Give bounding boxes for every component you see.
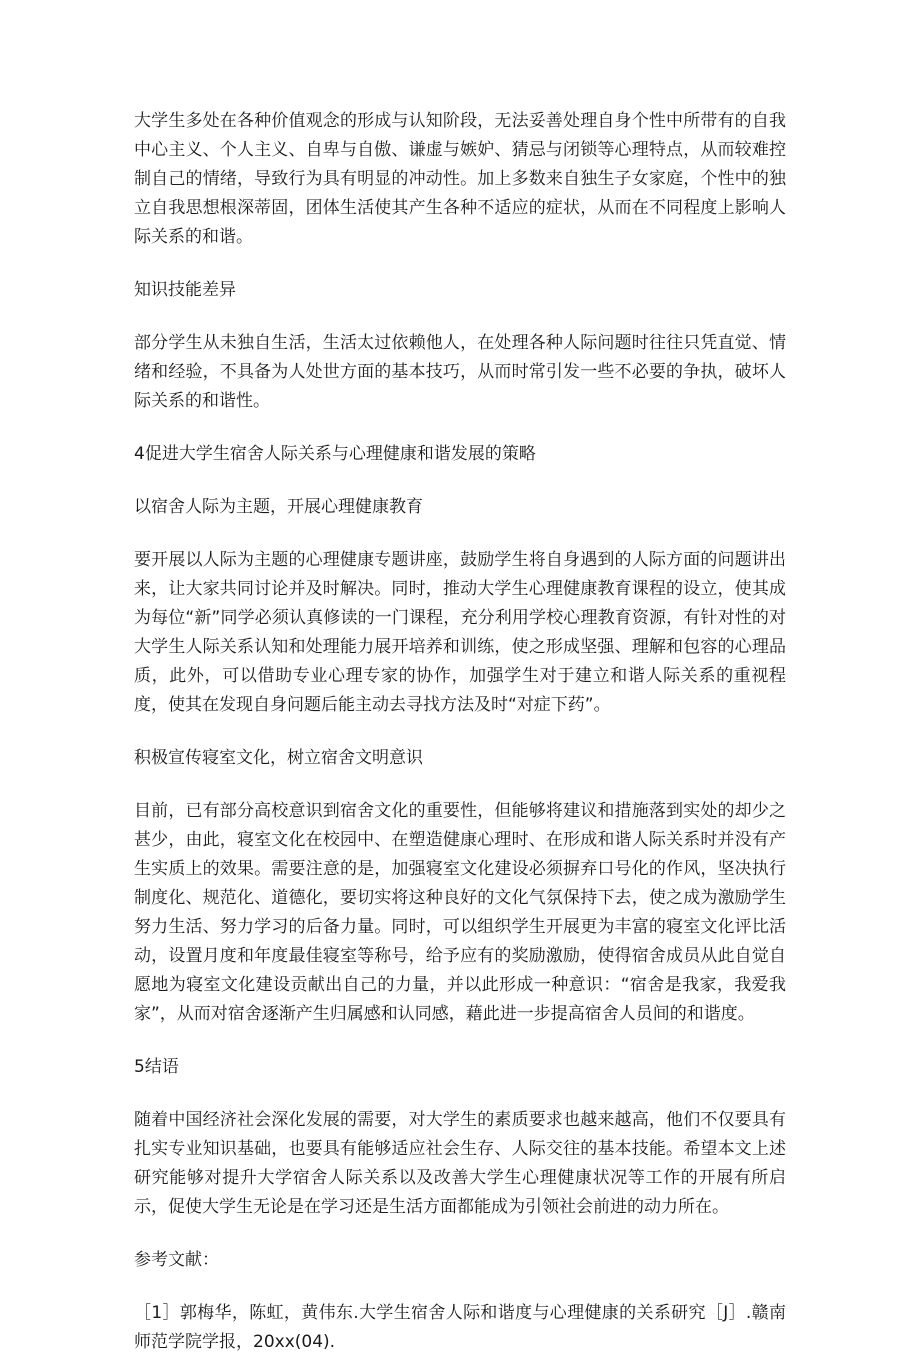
references-heading: 参考文献： — [134, 1250, 219, 1270]
section-heading-knowledge-skills: 知识技能差异 — [134, 280, 236, 300]
section-heading-conclusion: 5结语 — [134, 1057, 179, 1077]
section-heading-strategies: 4促进大学生宿舍人际关系与心理健康和谐发展的策略 — [134, 444, 536, 464]
subheading-mental-health-education: 以宿舍人际为主题，开展心理健康教育 — [134, 497, 423, 517]
reference-item: ［1］郭梅华，陈虹，黄伟东.大学生宿舍人际和谐度与心理健康的关系研究［J］.赣南师范学院学报，20xx(04). — [134, 1303, 786, 1352]
paragraph-conclusion: 随着中国经济社会深化发展的需要，对大学生的素质要求也越来越高，他们不仅要具有扎实专业知识基础，也要具有能够适应社会生存、人际交往的基本技能。希望本文上述研究能够对提升大学宿舍人际关系以及改善大学生心理健康状况等工作的开展有所启示，促使大学生无论是在学习还是生活方面都能成为引领社会前进的动力所在。 — [134, 1110, 786, 1217]
document-body — [134, 107, 786, 1357]
paragraph-mental-health-education: 要开展以人际为主题的心理健康专题讲座，鼓励学生将自身遇到的人际方面的问题讲出来，让大家共同讨论并及时解决。同时，推动大学生心理健康教育课程的设立，使其成为每位“新”同学必须认真修读的一门课程，充分利用学校心理教育资源，有针对性的对大学生人际关系认知和处理能力展开培养和训练，使之形成坚强、理解和包容的心理品质，此外，可以借助专业心理专家的协作，加强学生对于建立和谐人际关系的重视程度，使其在发现自身问题后能主动去寻找方法及时“对症下药”。 — [134, 550, 786, 715]
paragraph-knowledge-skills: 部分学生从未独自生活，生活太过依赖他人，在处理各种人际问题时往往只凭直觉、情绪和经验，不具备为人处世方面的基本技巧，从而时常引发一些不必要的争执，破坏人际关系的和谐性。 — [134, 333, 786, 411]
paragraph-personality-factors: 大学生多处在各种价值观念的形成与认知阶段，无法妥善处理自身个性中所带有的自我中心主义、个人主义、自卑与自傲、谦虚与嫉妒、猜忌与闭锁等心理特点，从而较难控制自己的情绪，导致行为具有明显的冲动性。加上多数来自独生子女家庭，个性中的独立自我思想根深蒂固，团体生活使其产生各种不适应的症状，从而在不同程度上影响人际关系的和谐。 — [134, 111, 786, 247]
subheading-dorm-culture: 积极宣传寝室文化，树立宿舍文明意识 — [134, 748, 423, 768]
paragraph-dorm-culture: 目前，已有部分高校意识到宿舍文化的重要性，但能够将建议和措施落到实处的却少之甚少，由此，寝室文化在校园中、在塑造健康心理时、在形成和谐人际关系时并没有产生实质上的效果。需要注意的是，加强寝室文化建设必须摒弃口号化的作风，坚决执行制度化、规范化、道德化，要切实将这种良好的文化气氛保持下去，使之成为激励学生努力生活、努力学习的后备力量。同时，可以组织学生开展更为丰富的寝室文化评比活动，设置月度和年度最佳寝室等称号，给予应有的奖励激励，使得宿舍成员从此自觉自愿地为寝室文化建设贡献出自己的力量，并以此形成一种意识：“宿舍是我家，我爱我家”，从而对宿舍逐渐产生归属感和认同感，藉此进一步提高宿舍人员间的和谐度。 — [134, 801, 786, 1024]
